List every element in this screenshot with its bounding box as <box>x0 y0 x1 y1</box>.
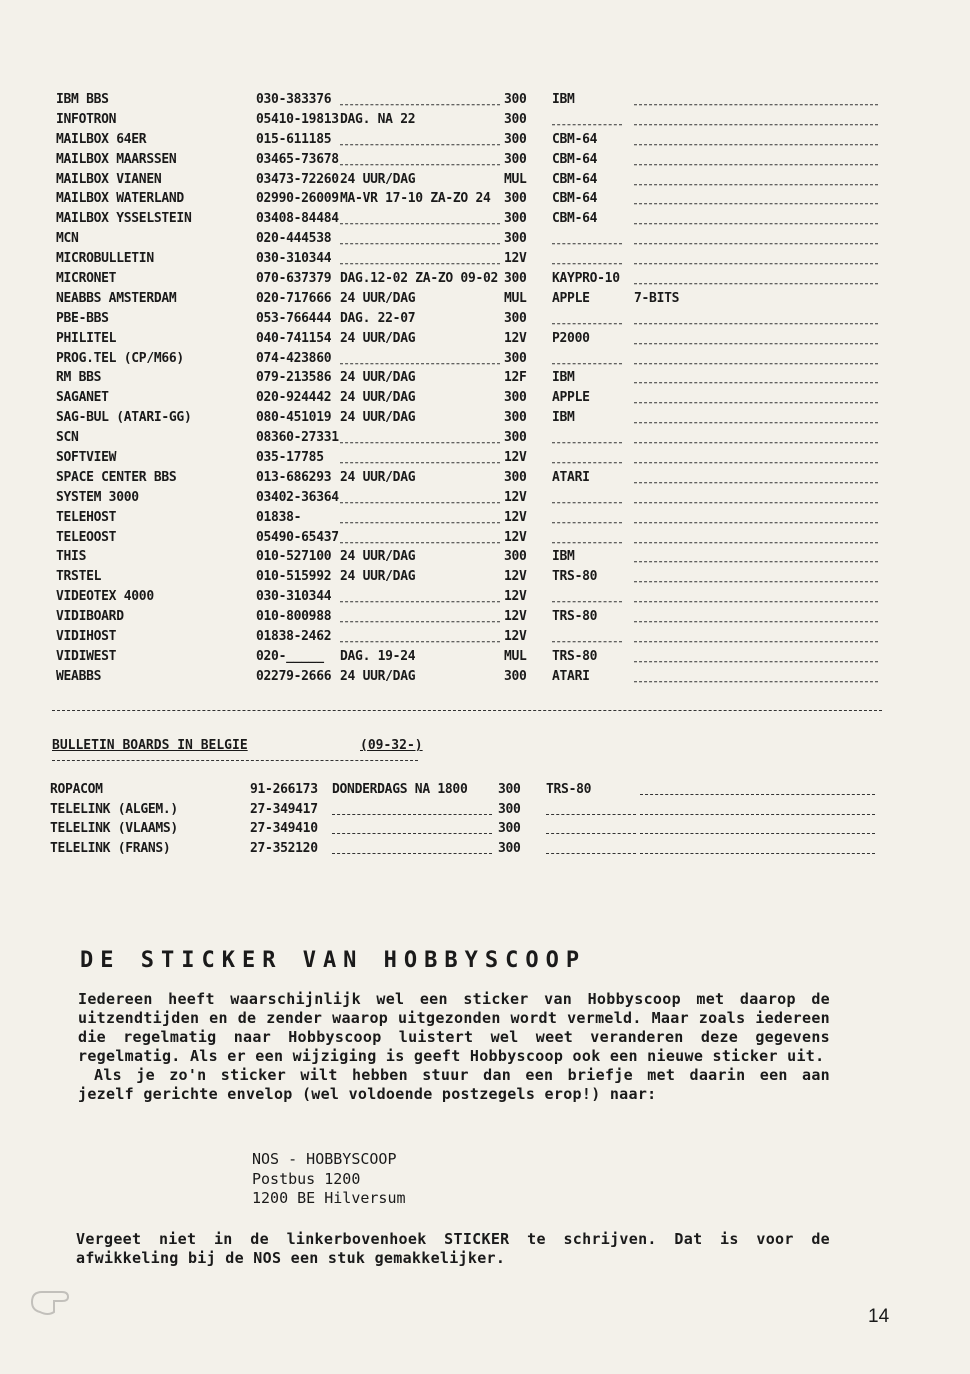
bbs-baud: 12V <box>504 628 527 645</box>
bbs-baud: 300 <box>504 270 527 287</box>
bbs-name: PHILITEL <box>56 330 117 347</box>
bbs-hours <box>332 800 492 815</box>
bbs-name: MAILBOX WATERLAND <box>56 191 184 207</box>
table-row <box>56 348 886 369</box>
bbs-hours <box>340 229 500 245</box>
bbs-baud: 300 <box>498 782 521 797</box>
bbs-system <box>552 587 622 603</box>
bbs-phone: 01838-2462 <box>256 628 332 645</box>
bbs-hours <box>340 587 500 603</box>
bbs-phone: 015-611185 <box>256 131 332 148</box>
table-row <box>56 428 886 449</box>
bbs-name: VIDIBOARD <box>56 608 124 625</box>
table-row <box>56 487 886 508</box>
bbs-remarks <box>634 308 878 324</box>
bbs-phone: 010-527100 <box>256 549 332 565</box>
table-row <box>56 169 886 190</box>
bbs-hours <box>340 527 500 543</box>
bbs-name: MAILBOX MAARSSEN <box>56 151 177 168</box>
table-row <box>56 666 886 687</box>
table-row <box>56 129 886 150</box>
bbs-system: ATARI <box>552 469 590 486</box>
belgium-heading-title: BULLETIN BOARDS IN BELGIE <box>52 738 248 753</box>
bbs-baud: 300 <box>504 151 527 168</box>
bbs-phone: 02279-2666 <box>256 668 332 685</box>
bbs-system: IBM <box>552 91 575 108</box>
bbs-remarks <box>634 189 878 205</box>
bbs-system: TRS-80 <box>546 782 592 797</box>
address-line-3: 1200 BE Hilversum <box>252 1189 406 1207</box>
bbs-hours <box>340 507 500 523</box>
bbs-remarks <box>640 819 875 834</box>
bbs-hours <box>340 627 500 643</box>
section-divider <box>52 710 882 711</box>
bbs-name: TRSTEL <box>56 568 102 585</box>
bbs-system: KAYPRO-10 <box>552 270 620 287</box>
bbs-name: SAG-BUL (ATARI-GG) <box>56 409 192 426</box>
bbs-baud: 12V <box>504 529 527 545</box>
bbs-name: NEABBS AMSTERDAM <box>56 290 177 307</box>
bbs-remarks <box>634 388 878 404</box>
bbs-remarks <box>634 627 878 643</box>
bbs-baud: 300 <box>504 409 527 426</box>
bbs-system <box>552 487 622 503</box>
bbs-phone: 079-213586 <box>256 370 332 386</box>
bbs-hours <box>340 348 500 364</box>
bbs-baud: 12F <box>504 370 527 386</box>
bbs-system <box>546 839 636 854</box>
bbs-phone: 040-741154 <box>256 330 332 347</box>
bbs-system: CBM-64 <box>552 151 598 168</box>
bbs-remarks <box>634 348 878 364</box>
bbs-baud: MUL <box>504 648 527 665</box>
article-paragraph-1: Iedereen heeft waarschijnlijk wel een sticker van Hobbyscoop met daarop de uitzendtijden en de zender waarop uitgezonden wordt vermeld. Maar zoals iedereen die regelmatig naar Hobbyscoop luistert wel weet veranderen deze gegevens regelmatig. Als er een wijziging is geeft Hobbyscoop ook een nieuwe sticker uit. <box>78 990 830 1065</box>
bbs-name: TELEHOST <box>56 509 117 526</box>
table-row <box>56 269 886 290</box>
bbs-remarks <box>634 249 878 265</box>
bbs-phone: 91-266173 <box>250 782 318 797</box>
bbs-baud: MUL <box>504 171 527 187</box>
bbs-hours <box>340 249 500 265</box>
bbs-phone: 030-310344 <box>256 588 332 605</box>
bbs-hours <box>340 90 500 106</box>
bbs-baud: 12V <box>504 250 527 267</box>
bbs-system: P2000 <box>552 330 590 347</box>
bbs-hours <box>340 149 500 165</box>
table-row <box>56 249 886 270</box>
bbs-remarks <box>634 109 878 125</box>
bbs-hours <box>340 129 500 145</box>
bbs-system: APPLE <box>552 389 590 406</box>
bbs-name: INFOTRON <box>56 111 117 128</box>
table-row <box>56 507 886 528</box>
bbs-hours: 24 UUR/DAG <box>340 290 416 307</box>
bbs-name: VIDIHOST <box>56 628 117 645</box>
bbs-phone: 05410-19813 <box>256 111 339 128</box>
bbs-system: TRS-80 <box>552 568 598 585</box>
bbs-baud: 300 <box>498 841 521 857</box>
bbs-name: MICRONET <box>56 270 117 287</box>
bbs-phone: 030-383376 <box>256 91 332 108</box>
bbs-remarks <box>640 800 875 815</box>
bbs-remarks <box>634 229 878 245</box>
bbs-name: MAILBOX 64ER <box>56 131 147 148</box>
bbs-phone: 03402-36364 <box>256 489 339 506</box>
bbs-phone: 020-717666 <box>256 290 332 307</box>
bbs-hours: DAG. NA 22 <box>340 111 416 128</box>
bbs-phone: 053-766444 <box>256 310 332 327</box>
bbs-baud: MUL <box>504 290 527 307</box>
bbs-system: APPLE <box>552 290 590 307</box>
article-title: DE STICKER VAN HOBBYSCOOP <box>80 948 587 973</box>
bbs-remarks <box>634 666 878 682</box>
bbs-phone: 02990-26009 <box>256 191 339 207</box>
bbs-remarks <box>634 607 878 623</box>
bbs-remarks <box>640 780 875 795</box>
bbs-name: MAILBOX VIANEN <box>56 171 162 187</box>
table-row <box>56 587 886 608</box>
bbs-system <box>552 527 622 543</box>
bbs-baud: 300 <box>504 210 527 227</box>
bbs-remarks <box>634 507 878 523</box>
bbs-hours: DAG. 19-24 <box>340 648 416 665</box>
bbs-phone: 03473-72260 <box>256 171 339 187</box>
bbs-name: PBE-BBS <box>56 310 109 327</box>
table-row <box>50 780 880 800</box>
bbs-baud: 12V <box>504 489 527 506</box>
bbs-remarks: 7-BITS <box>634 290 680 307</box>
table-row <box>50 800 880 820</box>
bbs-remarks <box>634 269 878 285</box>
bbs-hours: 24 UUR/DAG <box>340 568 416 585</box>
bbs-remarks <box>634 527 878 543</box>
bbs-baud: 12V <box>504 509 527 526</box>
bbs-system <box>552 249 622 265</box>
bbs-phone: 080-451019 <box>256 409 332 426</box>
bbs-system: IBM <box>552 549 575 565</box>
bbs-name: VIDIWEST <box>56 648 117 665</box>
bbs-name: MICROBULLETIN <box>56 250 154 267</box>
table-row <box>50 819 880 839</box>
bbs-phone: 08360-27331 <box>256 429 339 446</box>
bbs-name: MAILBOX YSSELSTEIN <box>56 210 192 227</box>
bbs-system <box>552 428 622 444</box>
bbs-name: SCN <box>56 429 79 446</box>
bbs-list-netherlands <box>56 90 886 687</box>
table-row <box>56 189 886 210</box>
bbs-baud: 300 <box>504 91 527 108</box>
bbs-system <box>552 627 622 643</box>
bbs-remarks <box>634 467 878 483</box>
table-row <box>56 109 886 130</box>
bbs-phone: 05490-65437 <box>256 529 339 545</box>
bbs-name: PROG.TEL (CP/M66) <box>56 350 184 366</box>
bbs-phone: 27-352120 <box>250 841 318 857</box>
page-number: 14 <box>868 1306 890 1327</box>
bbs-system: IBM <box>552 409 575 426</box>
postal-address <box>252 1150 406 1209</box>
bbs-hours <box>340 209 500 225</box>
bbs-phone: 020-444538 <box>256 230 332 247</box>
bbs-baud: 300 <box>504 389 527 406</box>
bbs-remarks <box>634 209 878 225</box>
bbs-hours: 24 UUR/DAG <box>340 370 416 386</box>
table-row <box>56 149 886 170</box>
bbs-phone: 27-349410 <box>250 821 318 837</box>
bbs-system: IBM <box>552 370 575 386</box>
bbs-remarks <box>634 428 878 444</box>
belgium-country-code: (09-32-) <box>360 738 423 753</box>
bbs-remarks <box>640 839 875 854</box>
table-row <box>56 527 886 548</box>
bbs-hours: DONDERDAGS NA 1800 <box>332 782 468 797</box>
bbs-remarks <box>634 547 878 563</box>
table-row <box>56 607 886 628</box>
bbs-phone: 030-310344 <box>256 250 332 267</box>
bbs-system <box>552 229 622 245</box>
bbs-hours: 24 UUR/DAG <box>340 668 416 685</box>
bbs-name: VIDEOTEX 4000 <box>56 588 154 605</box>
bbs-remarks <box>634 368 878 384</box>
bbs-baud: 300 <box>504 429 527 446</box>
table-row <box>56 627 886 648</box>
bbs-remarks <box>634 567 878 583</box>
bbs-baud: 12V <box>504 330 527 347</box>
bbs-baud: 300 <box>504 111 527 128</box>
table-row <box>56 567 886 588</box>
bbs-hours: 24 UUR/DAG <box>340 330 416 347</box>
bbs-baud: 300 <box>504 350 527 366</box>
bbs-system <box>552 448 622 464</box>
bbs-baud: 300 <box>504 310 527 327</box>
bbs-hours <box>340 487 500 503</box>
table-row <box>56 547 886 568</box>
bbs-hours: DAG.12-02 ZA-ZO 09-02 <box>340 270 499 287</box>
bbs-phone: 020-_____ <box>256 648 324 665</box>
bbs-system: CBM-64 <box>552 171 598 187</box>
article-footer-paragraph: Vergeet niet in de linkerbovenhoek STICKER te schrijven. Dat is voor de afwikkeling bij de NOS een stuk gemakkelijker. <box>76 1230 830 1267</box>
table-row <box>50 839 880 859</box>
bbs-phone: 03408-84484 <box>256 210 339 227</box>
bbs-name: SOFTVIEW <box>56 449 117 466</box>
bbs-name: SYSTEM 3000 <box>56 489 139 506</box>
article-body <box>78 990 830 1104</box>
bbs-hours <box>332 819 492 834</box>
bbs-remarks <box>634 587 878 603</box>
bbs-name: RM BBS <box>56 370 102 386</box>
bbs-remarks <box>634 448 878 464</box>
bbs-remarks <box>634 169 878 185</box>
bbs-hours <box>340 428 500 444</box>
bbs-system <box>546 819 636 834</box>
bbs-hours: DAG. 22-07 <box>340 310 416 327</box>
table-row <box>56 90 886 111</box>
bbs-baud: 12V <box>504 608 527 625</box>
bbs-name: SPACE CENTER BBS <box>56 469 177 486</box>
bbs-system: TRS-80 <box>552 648 598 665</box>
table-row <box>56 209 886 230</box>
address-line-1: NOS - HOBBYSCOOP <box>252 1150 397 1168</box>
table-row <box>56 328 886 349</box>
bbs-remarks <box>634 129 878 145</box>
bbs-baud: 12V <box>504 588 527 605</box>
bbs-phone: 013-686293 <box>256 469 332 486</box>
table-row <box>56 646 886 667</box>
bbs-name: IBM BBS <box>56 91 109 108</box>
bbs-hours: MA-VR 17-10 ZA-ZO 24 <box>340 191 491 207</box>
bbs-phone: 070-637379 <box>256 270 332 287</box>
table-row <box>56 229 886 250</box>
bbs-remarks <box>634 408 878 424</box>
bbs-baud: 300 <box>504 191 527 207</box>
bbs-baud: 300 <box>504 230 527 247</box>
bbs-hours: 24 UUR/DAG <box>340 549 416 565</box>
bbs-name: TELEOOST <box>56 529 117 545</box>
bbs-phone: 020-924442 <box>256 389 332 406</box>
bbs-hours <box>332 839 492 854</box>
bbs-phone: 27-349417 <box>250 801 318 817</box>
table-row <box>56 288 886 309</box>
bbs-phone: 010-515992 <box>256 568 332 585</box>
table-row <box>56 308 886 329</box>
table-row <box>56 388 886 409</box>
table-row <box>56 448 886 469</box>
bbs-baud: 300 <box>498 821 521 837</box>
bbs-baud: 12V <box>504 568 527 585</box>
bbs-phone: 074-423860 <box>256 350 332 366</box>
bbs-remarks <box>634 90 878 106</box>
bbs-name: TELELINK (VLAAMS) <box>50 821 178 837</box>
bbs-list-belgium <box>50 780 880 859</box>
bbs-baud: 300 <box>504 668 527 685</box>
bbs-system: ATARI <box>552 668 590 685</box>
bbs-name: TELELINK (FRANS) <box>50 841 171 857</box>
bbs-hours: 24 UUR/DAG <box>340 389 416 406</box>
bbs-system <box>546 800 636 815</box>
bbs-system: CBM-64 <box>552 210 598 227</box>
bbs-system: TRS-80 <box>552 608 598 625</box>
bbs-baud: 300 <box>498 801 521 817</box>
bbs-baud: 12V <box>504 449 527 466</box>
pointing-hand-icon <box>28 1282 78 1322</box>
bbs-phone: 03465-73678 <box>256 151 339 168</box>
bbs-system <box>552 348 622 364</box>
bbs-phone: 01838- <box>256 509 302 526</box>
bbs-system <box>552 109 622 125</box>
bbs-system <box>552 507 622 523</box>
address-line-2: Postbus 1200 <box>252 1169 361 1188</box>
bbs-hours: 24 UUR/DAG <box>340 409 416 426</box>
table-row <box>56 368 886 389</box>
bbs-system <box>552 308 622 324</box>
bbs-name: SAGANET <box>56 389 109 406</box>
bbs-system: CBM-64 <box>552 131 598 148</box>
heading-rule <box>52 760 418 761</box>
bbs-hours: 24 UUR/DAG <box>340 171 416 187</box>
bbs-hours <box>340 607 500 623</box>
table-row <box>56 467 886 488</box>
bbs-name: WEABBS <box>56 668 102 685</box>
bbs-phone: 035-17785 <box>256 449 324 466</box>
bbs-system: CBM-64 <box>552 191 598 207</box>
bbs-remarks <box>634 149 878 165</box>
bbs-name: ROPACOM <box>50 782 103 797</box>
bbs-hours: 24 UUR/DAG <box>340 469 416 486</box>
bbs-baud: 300 <box>504 131 527 148</box>
bbs-hours <box>340 448 500 464</box>
bbs-baud: 300 <box>504 469 527 486</box>
article-paragraph-2: Als je zo'n sticker wilt hebben stuur dan een briefje met daarin een aan jezelf gerichte envelop (wel voldoende postzegels erop!) naar: <box>78 1066 830 1103</box>
bbs-baud: 300 <box>504 549 527 565</box>
bbs-phone: 010-800988 <box>256 608 332 625</box>
bbs-remarks <box>634 646 878 662</box>
bbs-name: TELELINK (ALGEM.) <box>50 801 178 817</box>
bbs-remarks <box>634 328 878 344</box>
bbs-name: THIS <box>56 549 87 565</box>
table-row <box>56 408 886 429</box>
bbs-name: MCN <box>56 230 79 247</box>
bbs-remarks <box>634 487 878 503</box>
